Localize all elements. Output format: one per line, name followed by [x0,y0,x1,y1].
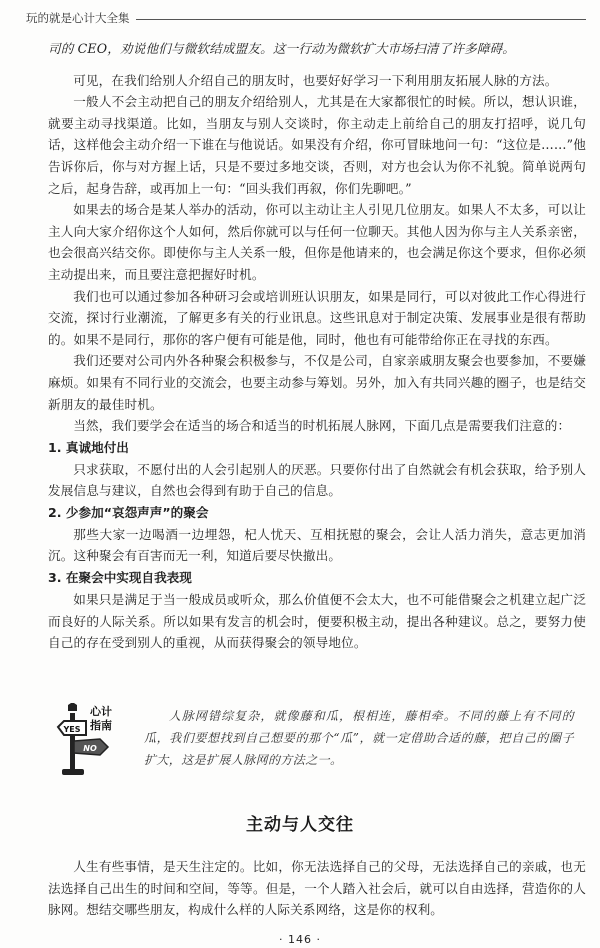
paragraph: 当然，我们要学会在适当的场合和适当的时机拓展人脉网，下面几点是需要我们注意的： [73,418,571,434]
tip-label-bottom: 指南 [90,719,112,732]
page-number: · 146 · [279,933,321,946]
point-text: 如果只是满足于当一般成员或听众，那么价值便不会太大，也不可能借聚会之机建立起广泛而良好的人际关系。所以如果有发言的机会时，便要积极主动，提出各种建议。总之，要努力使自己的存在受到别人的重视，从而获得聚会的领导地位。 [48,592,586,651]
signpost-icon [56,703,128,777]
tip-label-top: 心计 [90,705,112,718]
tip-box [56,703,574,777]
point-heading: 3. 在聚会中实现自我表现 [48,570,192,586]
paragraph: 一般人不会主动把自己的朋友介绍给别人，尤其是在大家都很忙的时候。所以，想认识谁，就要主动寻找渠道。比如，当朋友与别人交谈时，你主动走上前给自己的朋友打招呼，说几句话，这样他会主动介绍一下谁在与他说话。如果没有介绍，你可冒昧地问一句：“这位是……”他告诉你后，你与对方握上话，只是不要过多地交谈，否则，对方也会认为你不礼貌。简单说两句之后，起身告辞，或再加上一句：“回头我们再叙，你们先聊吧。” [48,94,586,196]
paragraph: 我们也可以通过参加各种研习会或培训班认识朋友，如果是同行，可以对彼此工作心得进行交流，探讨行业潮流，了解更多有关的行业讯息。这些讯息对于制定决策、发展事业是很有帮助的。如果不是同行，那你的客户便有可能是他，同时，他也有可能带给你正在寻找的东西。 [48,288,586,347]
point-text: 那些大家一边喝酒一边埋怨，杞人忧天、互相抚慰的聚会，会让人活力消失，意志更加消沉。这种聚会有百害而无一利，知道后要尽快撤出。 [48,526,586,564]
paragraph: 如果去的场合是某人举办的活动，你可以主动让主人引见几位朋友。如果人不太多，可以让主人向大家介绍你这个人如何，然后你就可以与任何一位聊天。其他人因为你与主人关系亲密，也会很高兴结交你。即使你与主人关系一般，但你是他请来的，也会满足你这个要求，但你必须主动提出来，而且要注意把握好时机。 [48,202,586,282]
point-heading: 2. 少参加“哀怨声声”的聚会 [48,504,209,520]
section-paragraph: 人生有些事情，是天生注定的。比如，你无法选择自己的父母，无法选择自己的亲戚，也无法选择自己出生的时间和空间，等等。但是，一个人踏入社会后，就可以自由选择，营造你的人脉网。想结交哪些朋友，构成什么样的人际关系网络，这是你的权利。 [48,859,586,918]
main-text [48,38,586,654]
point-text: 只求获取，不愿付出的人会引起别人的厌恶。只要你付出了自然就会有机会获取，给予别人发展信息与建议，自然也会得到有助于自己的信息。 [48,461,586,499]
paragraph-continued: 司的 CEO，劝说他们与微软结成盟友。这一行动为微软扩大市场扫清了许多障碍。 [48,41,516,56]
section-body [48,856,586,921]
book-title: 玩的就是心计大全集 [26,11,130,25]
section-title: 主动与人交往 [246,815,354,835]
no-sign-text: NO [83,744,97,753]
tip-text [144,705,574,771]
header-rule [136,19,587,20]
point-heading: 1. 真诚地付出 [48,439,129,455]
paragraph: 我们还要对公司内外各种聚会积极参与，不仅是公司，自家亲戚朋友聚会也要参加，不要嫌麻烦。如果有不同行业的交流会，也要主动参与筹划。另外，加入有共同兴趣的圈子，也是结交新朋友的最佳时机。 [48,353,586,412]
paragraph: 可见，在我们给别人介绍自己的朋友时，也要好好学习一下利用朋友拓展人脉的方法。 [73,72,558,88]
running-header [26,10,586,26]
yes-sign-text: YES [63,725,81,734]
tip-text-content: 人脉网错综复杂，就像藤和瓜，根相连，藤相牵。不同的藤上有不同的瓜，我们要想找到自己想要的那个“瓜”，就一定借助合适的藤，把自己的圈子扩大，这是扩展人脉网的方法之一。 [144,709,574,767]
